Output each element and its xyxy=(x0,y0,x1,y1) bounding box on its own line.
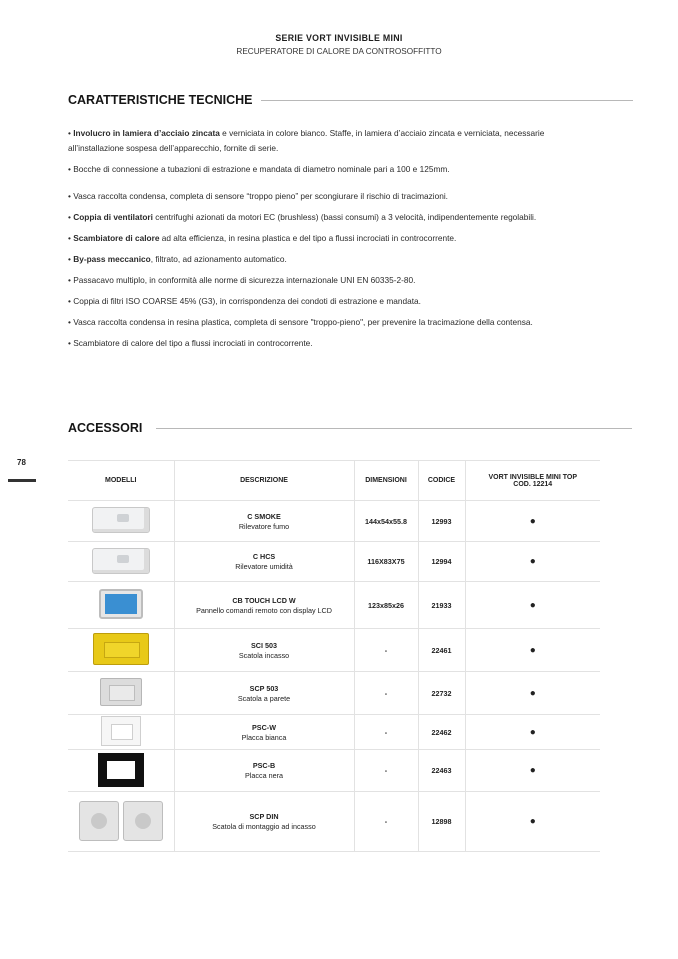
row-code: 22463 xyxy=(418,750,465,792)
white-plate-image xyxy=(68,715,174,750)
row-code: 22461 xyxy=(418,629,465,672)
feature-item: • By-pass meccanico, filtrato, ad azionamento automatico. xyxy=(68,254,287,264)
compat-dot: ● xyxy=(465,629,600,672)
sensor-device-image xyxy=(68,501,174,542)
row-dimensions: 116X83X75 xyxy=(354,542,418,582)
row-description: SCI 503 Scatola incasso xyxy=(174,629,354,672)
row-code: 22732 xyxy=(418,672,465,715)
col-header-code: CODICE xyxy=(418,461,465,501)
row-description: CB TOUCH LCD W Pannello comandi remoto con display LCD xyxy=(174,582,354,629)
compat-dot: ● xyxy=(465,792,600,852)
table-row xyxy=(68,750,600,792)
wall-box-image xyxy=(68,672,174,715)
col-header-models: MODELLI xyxy=(68,461,174,501)
row-code: 22462 xyxy=(418,715,465,750)
row-code: 12994 xyxy=(418,542,465,582)
table-row xyxy=(68,715,600,750)
table-row xyxy=(68,629,600,672)
row-description: C SMOKE Rilevatore fumo xyxy=(174,501,354,542)
feature-item: • Scambiatore di calore del tipo a flussi incrociati in controcorrente. xyxy=(68,338,313,348)
accessories-heading-rule xyxy=(156,428,632,429)
feature-item: • Coppia di filtri ISO COARSE 45% (G3), in corrispondenza dei condoti di estrazione e mandata. xyxy=(68,296,421,306)
row-description: PSC-B Placca nera xyxy=(174,750,354,792)
table-row xyxy=(68,582,600,629)
feature-item: • Coppia di ventilatori centrifughi azionati da motori EC (brushless) (bassi consumi) a 3 velocità, indipendentemente regolabili. xyxy=(68,212,537,222)
page-header xyxy=(0,33,678,56)
table-row xyxy=(68,672,600,715)
compat-dot: ● xyxy=(465,582,600,629)
table-row xyxy=(68,542,600,582)
page-number-bar xyxy=(8,479,36,482)
feature-item: • Scambiatore di calore ad alta efficienza, in resina plastica e del tipo a flussi incrociati in controcorrente. xyxy=(68,233,457,243)
table-row xyxy=(68,501,600,542)
row-code: 12993 xyxy=(418,501,465,542)
sensor-device-image xyxy=(68,542,174,582)
features-heading: CARATTERISTICHE TECNICHE xyxy=(68,93,633,107)
accessories-table xyxy=(68,460,600,852)
lcd-panel-image xyxy=(68,582,174,629)
feature-item: • Involucro in lamiera d’acciaio zincata e verniciata in colore bianco. Staffe, in lamiera d’acciaio zincata e verniciata, necessarie all’installazione sospesa dell’apparecchio, fornite di serie. xyxy=(68,128,545,153)
table-row xyxy=(68,792,600,852)
row-dimensions: - xyxy=(354,750,418,792)
feature-item: • Bocche di connessione a tubazioni di estrazione e mandata di diametro nominale pari a 100 e 125mm. xyxy=(68,164,450,174)
row-dimensions: - xyxy=(354,672,418,715)
accessories-heading: ACCESSORI xyxy=(68,421,632,435)
col-header-compat: VORT INVISIBLE MINI TOP COD. 12214 xyxy=(465,461,600,501)
row-description: SCP DIN Scatola di montaggio ad incasso xyxy=(174,792,354,852)
features-list xyxy=(68,126,598,357)
feature-item: • Passacavo multiplo, in conformità alle norme di sicurezza internazionale UNI EN 60335-2-80. xyxy=(68,275,416,285)
din-box-image xyxy=(68,792,174,852)
row-description: C HCS Rilevatore umidità xyxy=(174,542,354,582)
row-code: 21933 xyxy=(418,582,465,629)
series-title: SERIE VORT INVISIBLE MINI xyxy=(275,33,403,43)
compat-dot: ● xyxy=(465,542,600,582)
yellow-box-image xyxy=(68,629,174,672)
row-dimensions: - xyxy=(354,792,418,852)
row-dimensions: - xyxy=(354,629,418,672)
row-description: PSC-W Placca bianca xyxy=(174,715,354,750)
features-heading-rule xyxy=(261,100,633,101)
row-dimensions: - xyxy=(354,715,418,750)
compat-dot: ● xyxy=(465,750,600,792)
feature-item: • Vasca raccolta condensa, completa di sensore “troppo pieno” per scongiurare il rischio di tracimazioni. xyxy=(68,191,448,201)
black-plate-image xyxy=(68,750,174,792)
compat-dot: ● xyxy=(465,672,600,715)
col-header-dimensions: DIMENSIONI xyxy=(354,461,418,501)
row-dimensions: 144x54x55.8 xyxy=(354,501,418,542)
compat-dot: ● xyxy=(465,715,600,750)
compat-dot: ● xyxy=(465,501,600,542)
col-header-description: DESCRIZIONE xyxy=(174,461,354,501)
page-number: 78 xyxy=(17,458,26,467)
row-dimensions: 123x85x26 xyxy=(354,582,418,629)
table-header-row xyxy=(68,461,600,501)
row-code: 12898 xyxy=(418,792,465,852)
row-description: SCP 503 Scatola a parete xyxy=(174,672,354,715)
series-subtitle: RECUPERATORE DI CALORE DA CONTROSOFFITTO xyxy=(236,47,442,56)
feature-item: • Vasca raccolta condensa in resina plastica, completa di sensore "troppo-pieno", per prevenire la tracimazione della contensa. xyxy=(68,317,533,327)
